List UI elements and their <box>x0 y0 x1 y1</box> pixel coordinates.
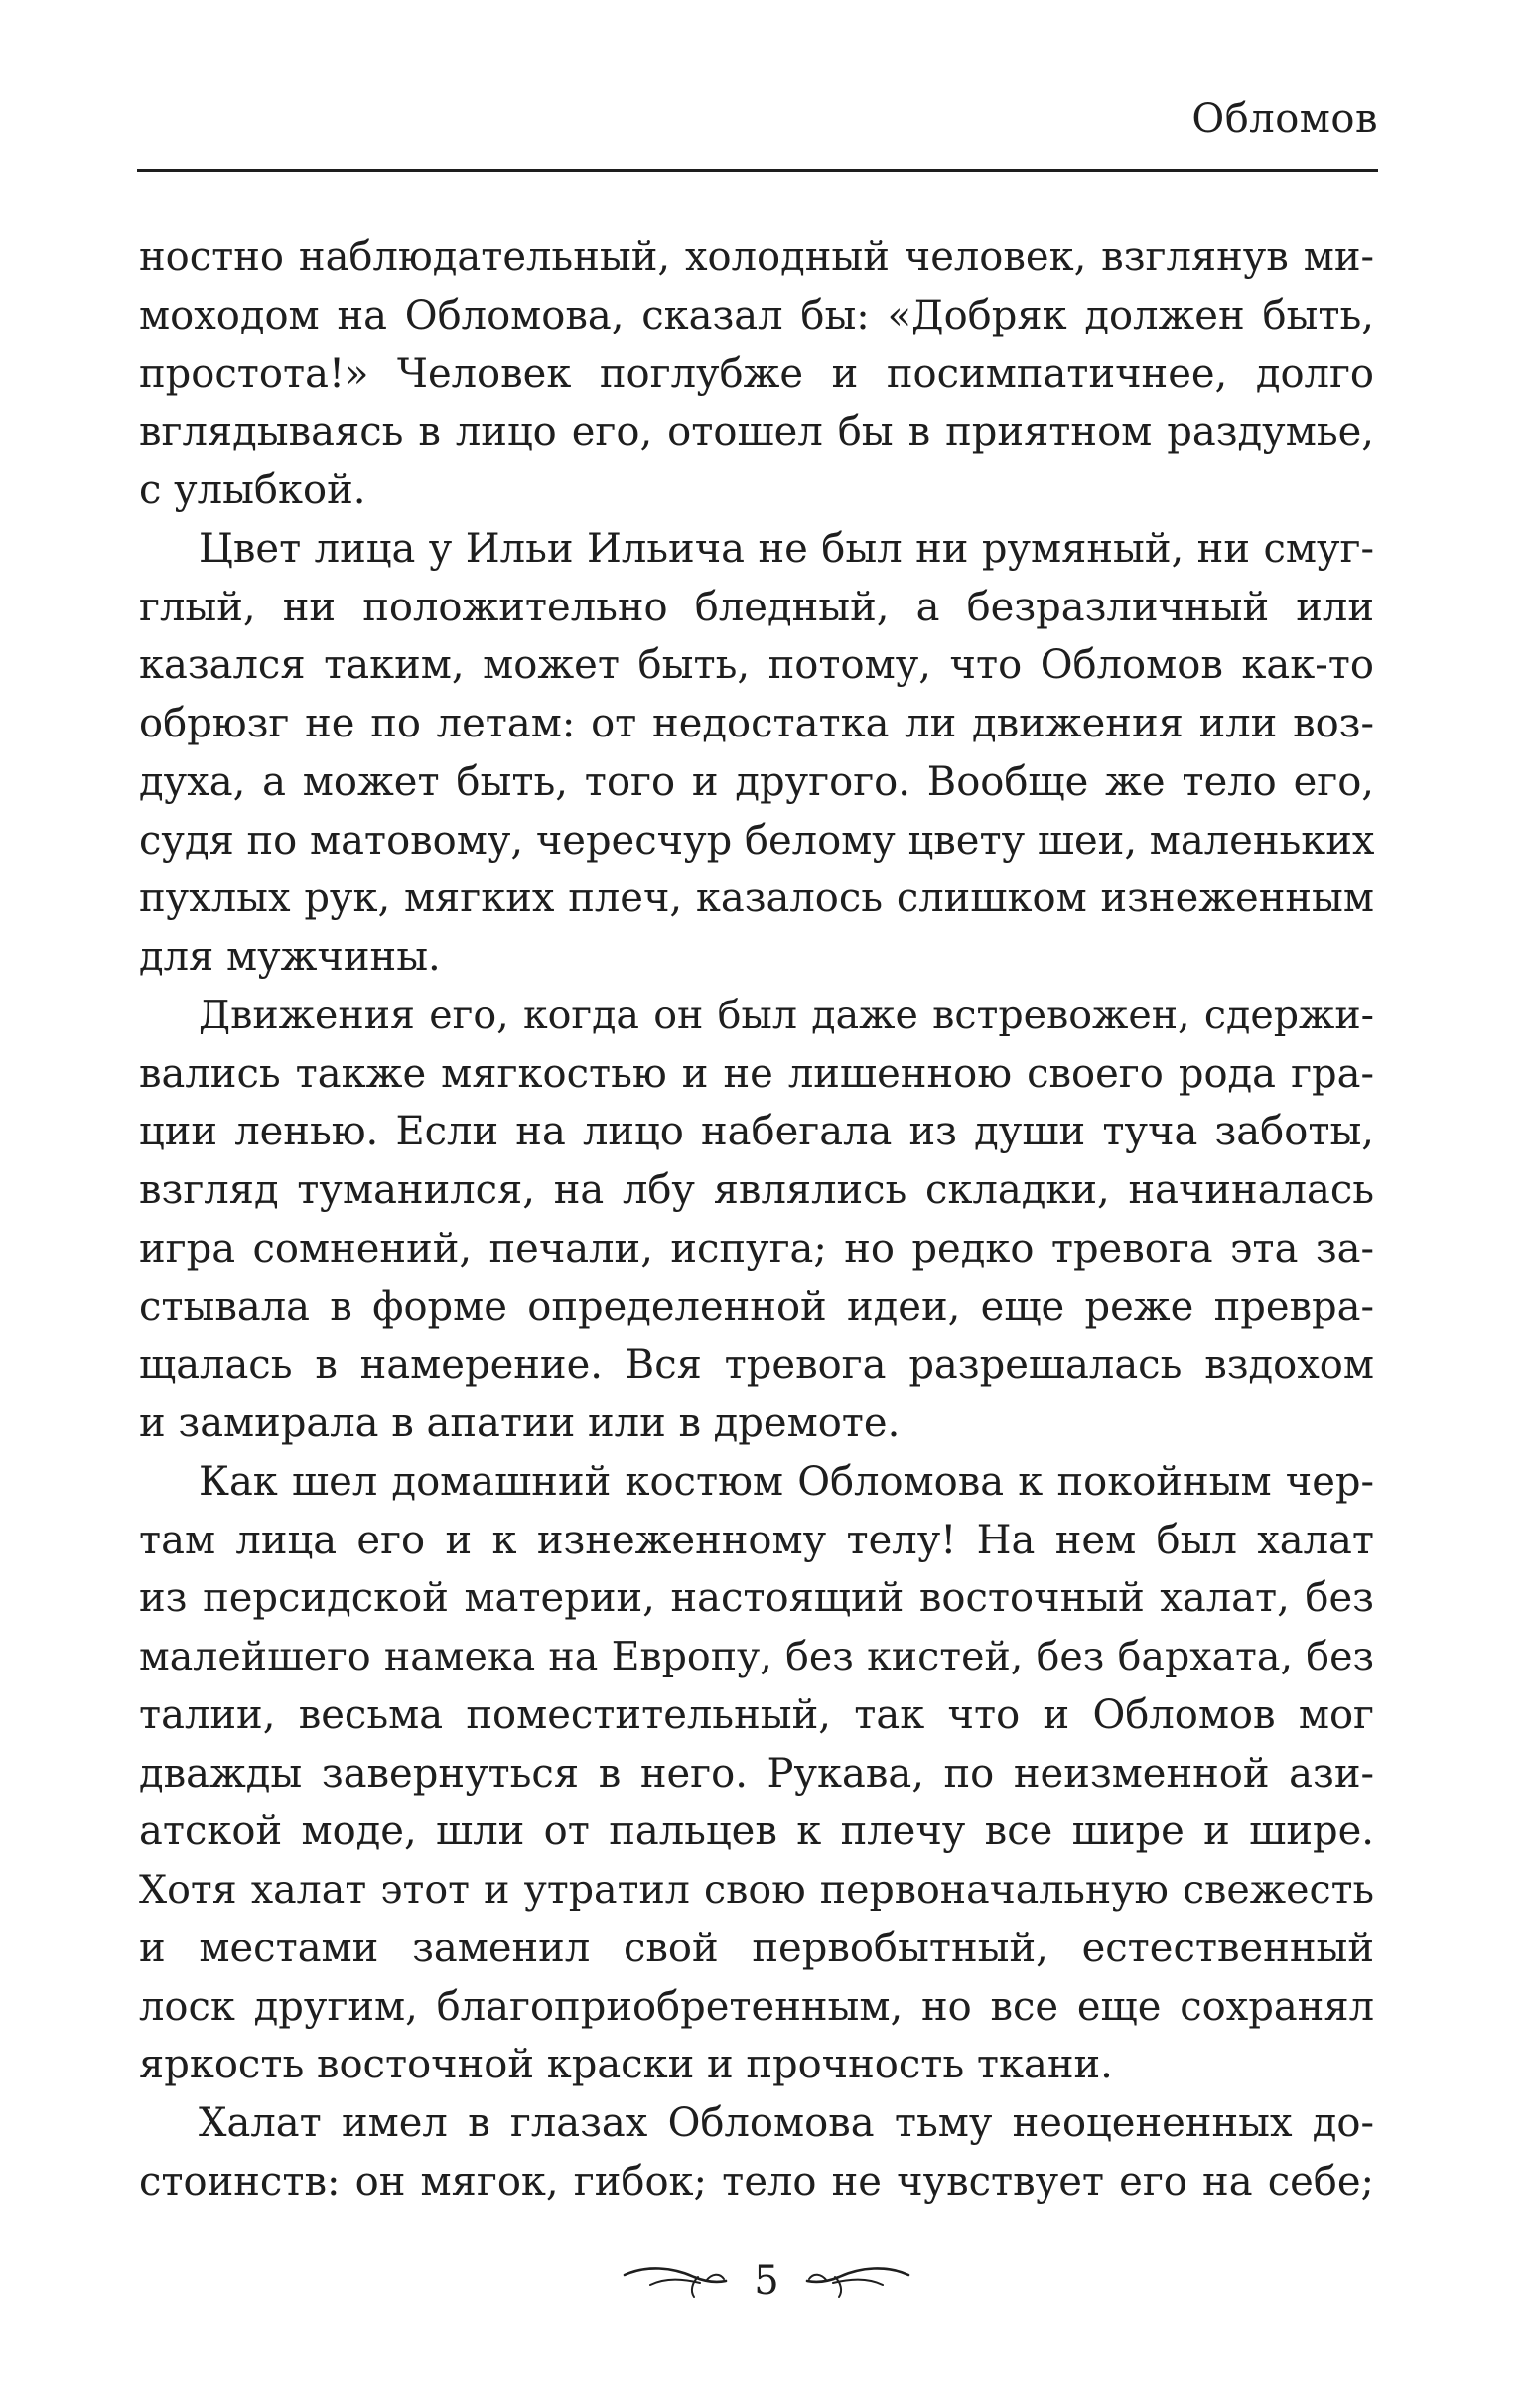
text-line: духа, а может быть, того и другого. Вообще же тело его, <box>139 758 1374 805</box>
text-line: с улыбкой. <box>139 468 366 513</box>
text-line: талии, весьма поместительный, так что и Обломов мог <box>139 1691 1374 1738</box>
text-line: атской моде, шли от пальцев к плечу все шире и шире. <box>139 1808 1374 1855</box>
flourish-left-icon <box>621 2261 730 2301</box>
text-line: ностно наблюдательный, холодный человек, взглянув ми- <box>139 234 1374 280</box>
text-line: Халат имел в глазах Обломова тьму неоцененных до- <box>199 2100 1374 2146</box>
flourish-right-icon <box>803 2261 912 2301</box>
text-line: ции ленью. Если на лицо набегала из души туча заботы, <box>139 1109 1374 1155</box>
text-line: стывала в форме определенной идеи, еще реже превра- <box>139 1283 1374 1330</box>
page-footer <box>0 2251 1533 2311</box>
running-head-title: Обломов <box>1191 96 1378 142</box>
text-line: простота!» Человек поглубже и посимпатичнее, долго <box>139 350 1374 397</box>
text-line: обрюзг не по летам: от недостатка ли движения или воз- <box>139 701 1374 746</box>
text-line: и местами заменил свой первобытный, естественный <box>139 1925 1374 1971</box>
text-line: яркость восточной краски и прочность ткани. <box>139 2042 1113 2088</box>
text-line: малейшего намека на Европу, без кистей, без бархата, без <box>139 1634 1374 1679</box>
text-line: щалась в намерение. Вся тревога разрешалась вздохом <box>139 1342 1374 1389</box>
text-line: из персидской материи, настоящий восточный халат, без <box>139 1575 1374 1622</box>
text-line: Как шел домашний костюм Обломова к покойным чер- <box>199 1458 1374 1505</box>
text-line: и замирала в апатии или в дремоте. <box>139 1401 901 1446</box>
text-line: вглядываясь в лицо его, отошел бы в приятном раздумье, <box>139 409 1374 456</box>
text-line: глый, ни положительно бледный, а безразличный или <box>139 584 1374 630</box>
body-text <box>139 228 1374 2211</box>
text-line: дважды завернуться в него. Рукава, по неизменной ази- <box>139 1750 1374 1797</box>
text-line: моходом на Обломова, сказал бы: «Добряк должен быть, <box>139 292 1374 338</box>
text-line: стоинств: он мягок, гибок; тело не чувствует его на себе; <box>139 2158 1374 2205</box>
text-line: вались также мягкостью и не лишенною своего рода гра- <box>139 1050 1374 1097</box>
text-line: там лица его и к изнеженному телу! На нем был халат <box>139 1517 1374 1563</box>
text-line: взгляд туманился, на лбу являлись складки, начиналась <box>139 1167 1374 1213</box>
text-line: Хотя халат этот и утратил свою первоначальную свежесть <box>139 1867 1374 1913</box>
text-line: для мужчины. <box>139 934 441 980</box>
text-line: Цвет лица у Ильи Ильича не был ни румяный, ни смуг- <box>199 525 1374 572</box>
text-line: игра сомнений, печали, испуга; но редко тревога эта за- <box>139 1225 1374 1271</box>
text-line: судя по матовому, чересчур белому цвету шеи, маленьких <box>139 817 1375 864</box>
text-line: казался таким, может быть, потому, что Обломов как-то <box>139 642 1374 689</box>
header-rule <box>137 169 1378 172</box>
text-line: лоск другим, благоприобретенным, но все еще сохранял <box>139 1983 1374 2030</box>
text-line: Движения его, когда он был даже встревожен, сдержи- <box>199 992 1374 1038</box>
page-number: 5 <box>754 2258 779 2304</box>
text-line: пухлых рук, мягких плеч, казалось слишком изнеженным <box>139 875 1374 922</box>
